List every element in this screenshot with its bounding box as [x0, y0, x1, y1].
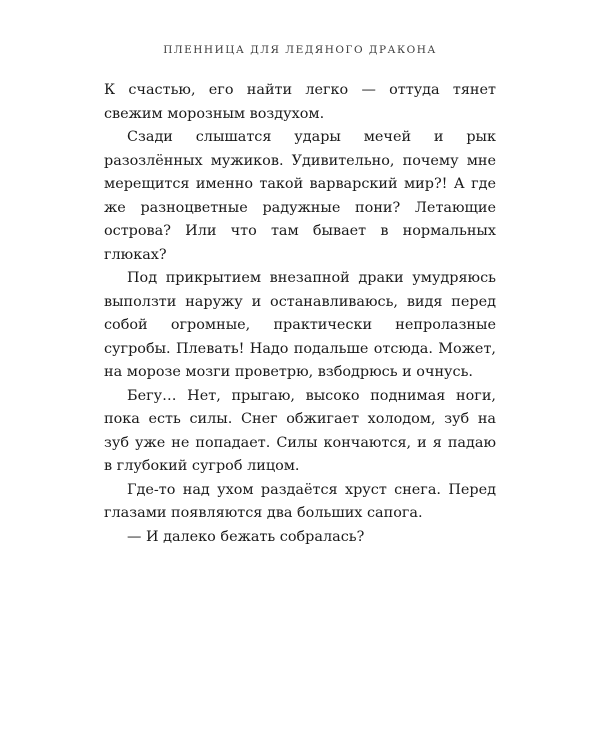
- paragraph-5: Где-то над ухом раздаётся хруст снега. Перед глазами появляются два больших сапога.: [104, 481, 496, 521]
- paragraph-1: К счастью, его найти легко — оттуда тянет свежим морозным воздухом.: [104, 82, 496, 122]
- body-text: [104, 79, 496, 549]
- running-head: ПЛЕННИЦА ДЛЯ ЛЕДЯНОГО ДРАКОНА: [163, 44, 437, 56]
- paragraph-4: Бегу… Нет, прыгаю, высоко поднимая ноги, пока есть силы. Снег обжигает холодом, зуб на зуб уже не попадает. Силы кончаются, и я падаю в глубокий сугроб лицом.: [104, 387, 496, 474]
- paragraph-6: — И далеко бежать собралась?: [127, 528, 365, 545]
- paragraph-3: Под прикрытием внезапной драки умудряюсь выползти наружу и останавливаюсь, видя перед собой огромные, практически непролазные сугробы. Плевать! Надо подальше отсюда. Может, на морозе мозги проветрю, взбодрюсь и очнусь.: [104, 270, 496, 380]
- paragraph-2: Сзади слышатся удары мечей и рык разозлённых мужиков. Удивительно, почему мне мерещится именно такой варварский мир?! А где же разноцветные радужные пони? Летающие острова? Или что там бывает в нормальных глюках?: [104, 129, 496, 263]
